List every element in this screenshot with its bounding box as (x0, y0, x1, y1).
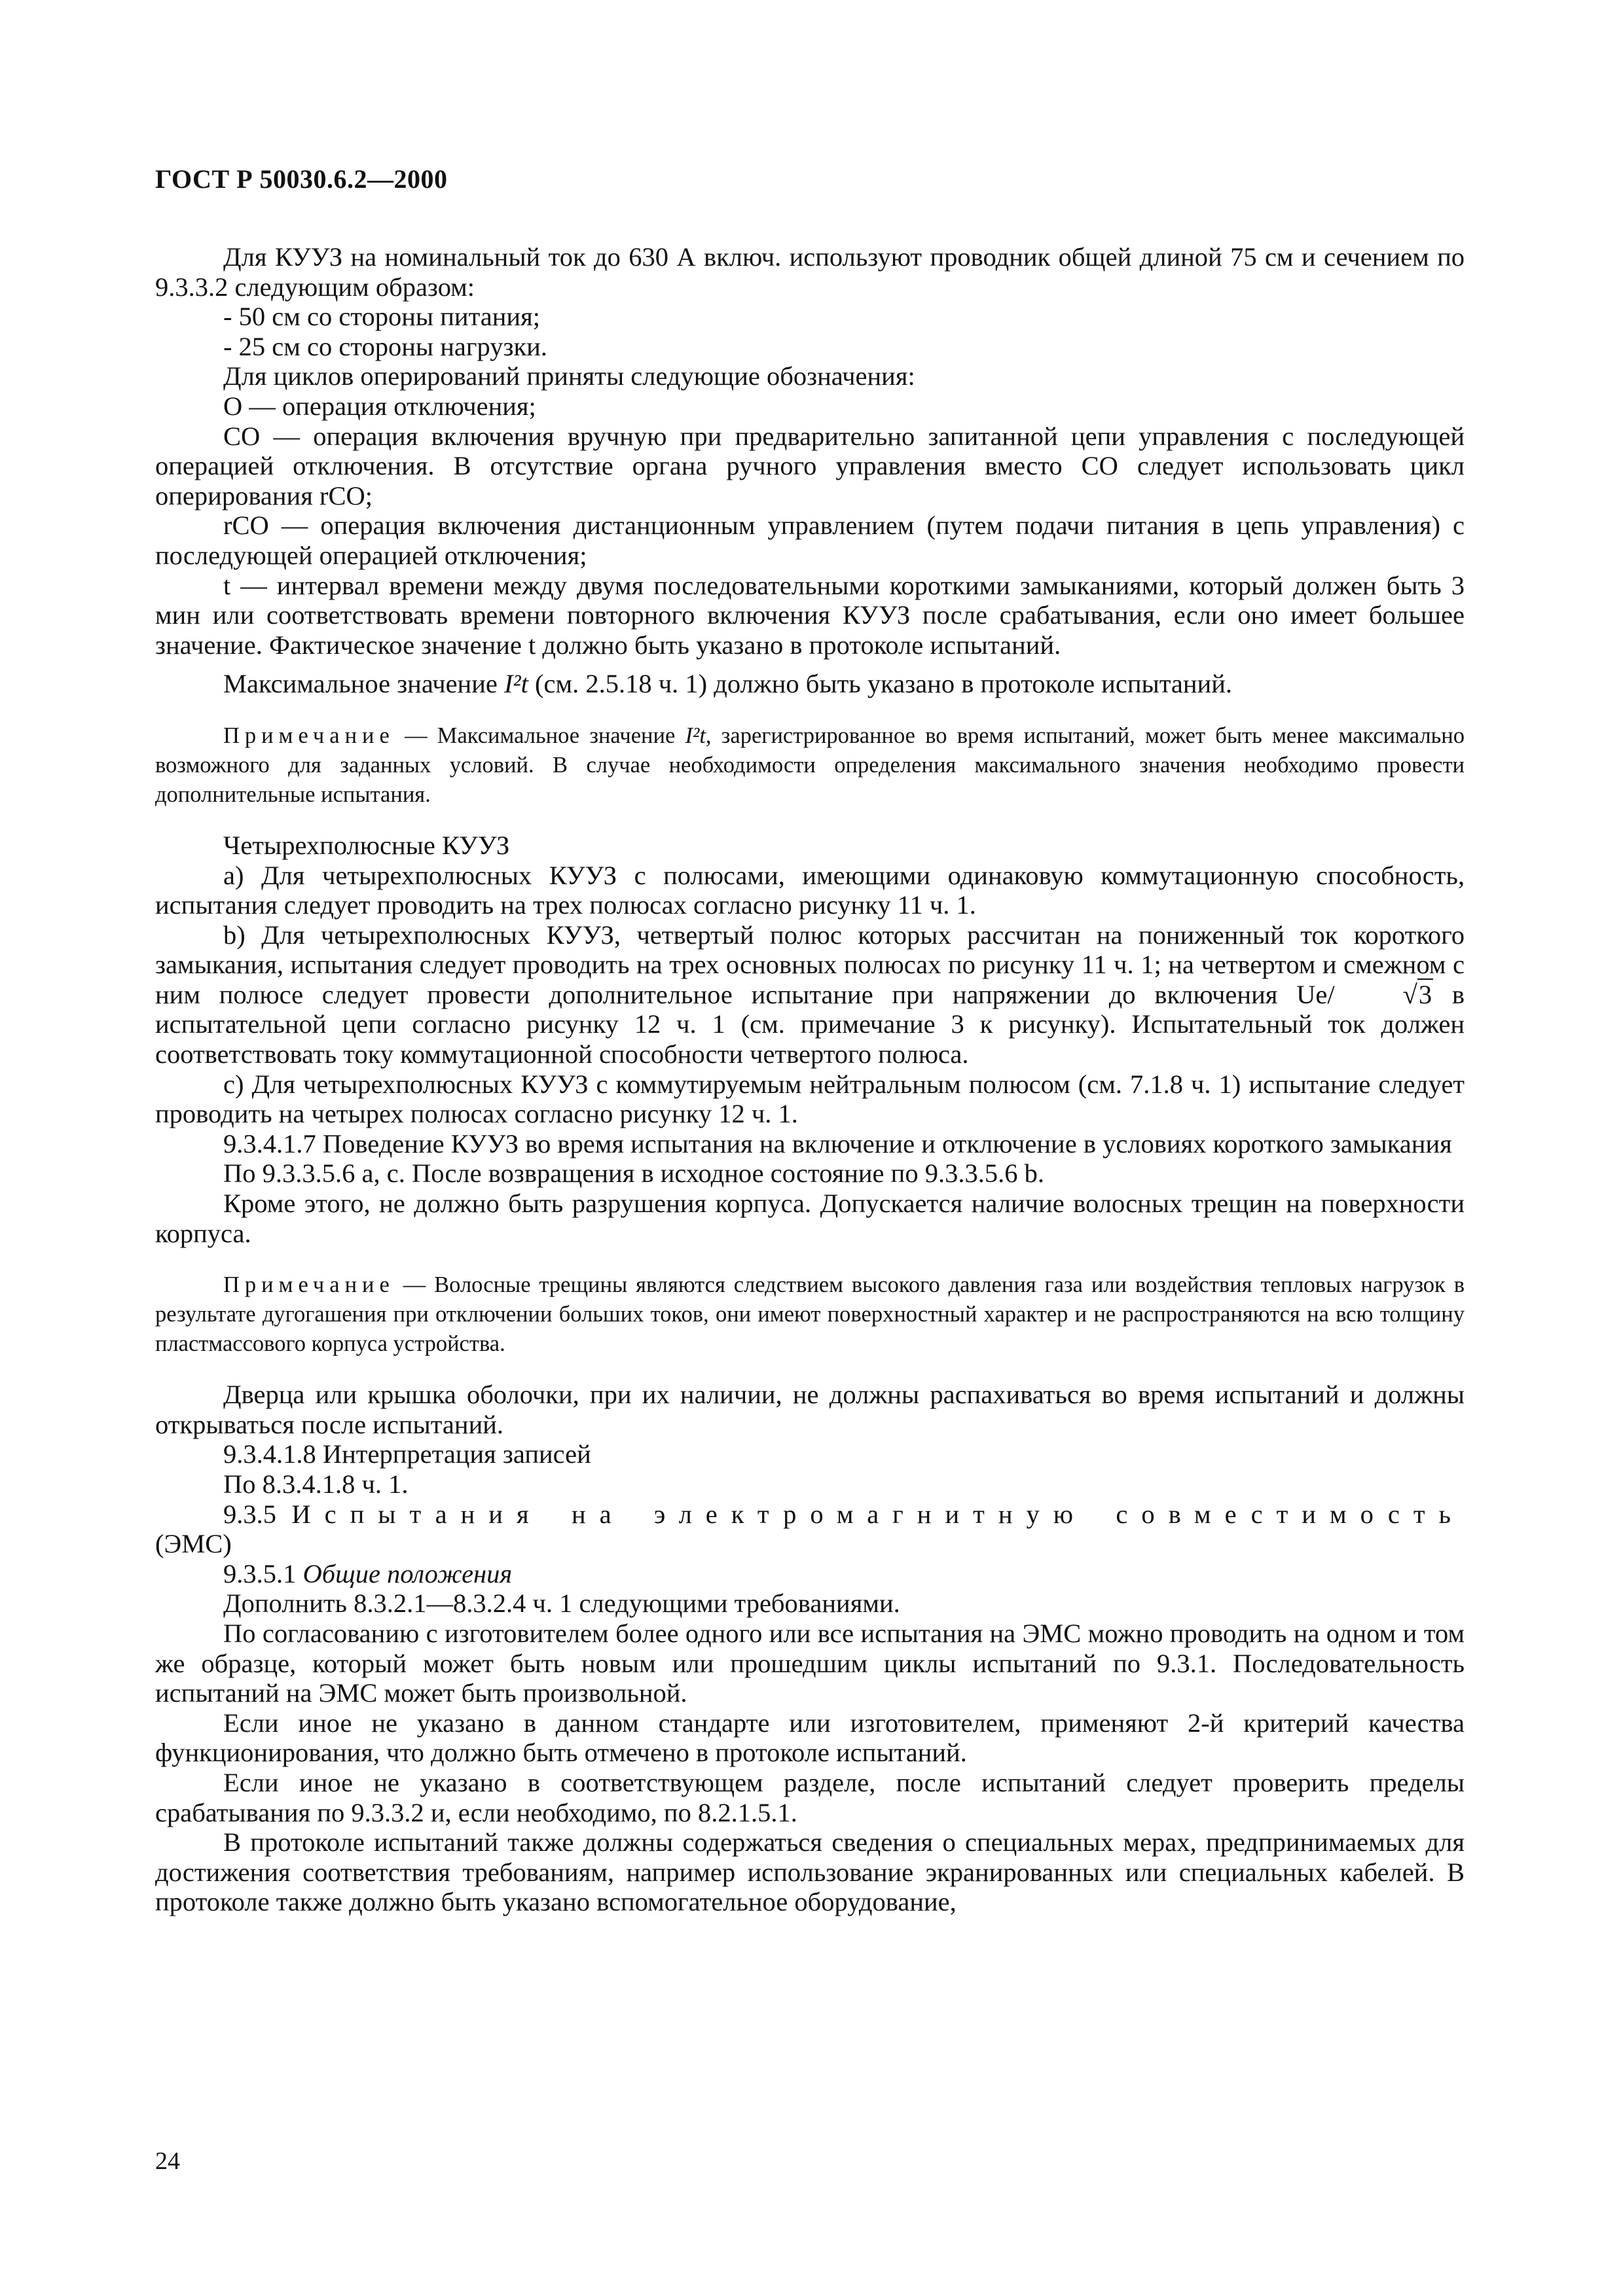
paragraph: Четырехполюсные КУУЗ (223, 830, 510, 860)
paragraph: rСО — операция включения дистанционным управлением (путем подачи питания в цепь управления) с последующей операцией отключения; (155, 511, 1465, 570)
section-heading (155, 1499, 1465, 1559)
section-title: Испытания на электромагнитную совместимость (291, 1499, 1465, 1529)
paragraph (155, 669, 1465, 699)
note (155, 1270, 1465, 1359)
section-number: 9.3.5.1 (223, 1558, 303, 1588)
text-run: — Волосные трещины являются следствием высокого давления газа или воздействия тепловых нагрузок в результате дугогашения при отключении больших токов, они имеют поверхностный характер и не распространяются на всю толщину пластмассового корпуса устройства. (155, 1272, 1465, 1357)
note-label: Примечание (223, 723, 395, 748)
paragraph: Если иное не указано в данном стандарте или изготовителем, применяют 2-й критерий качества функционирования, что должно быть отмечено в протоколе испытаний. (155, 1708, 1465, 1768)
voltage-symbol: Ue/ (1296, 979, 1335, 1009)
text-run: в испытательной цепи согласно рисунку 12 ч. 1 (см. примечание 3 к рисунку). Испытательный ток должен соответствовать току коммутационной способности четвертого полюса. (155, 979, 1465, 1069)
paragraph: 9.3.4.1.7 Поведение КУУЗ во время испытания на включение и отключение в условиях короткого замыкания (223, 1128, 1452, 1158)
paragraph: - 50 см со стороны питания; (223, 302, 540, 332)
paragraph: Кроме этого, не должно быть разрушения корпуса. Допускается наличие волосных трещин на поверхности корпуса. (155, 1189, 1465, 1248)
paragraph: - 25 см со стороны нагрузки. (223, 331, 547, 361)
paragraph: По 8.3.4.1.8 ч. 1. (223, 1469, 409, 1499)
text-run: (см. 2.5.18 ч. 1) должно быть указано в протоколе испытаний. (528, 669, 1233, 699)
text-run: Максимальное значение (223, 669, 505, 699)
paragraph: t — интервал времени между двумя последовательными короткими замыканиями, который должен быть 3 мин или соответствовать времени повторного включения КУУЗ после срабатывания, если оно имеет большее значение. Фактическое значение t должно быть указано в протоколе испытаний. (155, 570, 1465, 660)
paragraph: Для циклов оперирований приняты следующие обозначения: (223, 361, 915, 391)
text-run: , зарегистрированное во время испытаний, может быть менее максимально возможного для заданных условий. В случае необходимости определения максимального значения необходимо провести дополнительные испытания. (155, 723, 1465, 807)
note-label: Примечание (223, 1272, 395, 1298)
i2t-symbol: I²t (504, 669, 528, 699)
paragraph: а) Для четырехполюсных КУУЗ с полюсами, имеющими одинаковую коммутационную способность, испытания следует проводить на трех полюсах согласно рисунку 11 ч. 1. (155, 860, 1465, 920)
paragraph: По 9.3.3.5.6 а, с. После возвращения в исходное состояние по 9.3.3.5.6 b. (223, 1158, 1044, 1189)
standard-header: ГОСТ Р 50030.6.2—2000 (155, 164, 448, 194)
section-heading: 9.3.4.1.8 Интерпретация записей (223, 1439, 591, 1469)
body-text (155, 242, 1465, 1917)
paragraph: По согласованию с изготовителем более одного или все испытания на ЭМС можно проводить на одном и том же образце, который может быть новым или прошедшим циклы испытаний по 9.3.1. Последовательность испытаний на ЭМС может быть произвольной. (155, 1618, 1465, 1708)
section-abbr: (ЭМС) (155, 1529, 232, 1559)
paragraph: О — операция отключения; (223, 391, 536, 421)
page-number: 24 (155, 2147, 180, 2175)
note (155, 721, 1465, 810)
paragraph: Для КУУЗ на номинальный ток до 630 А включ. используют проводник общей длиной 75 см и сечением по 9.3.3.2 следующим образом: (155, 242, 1465, 302)
paragraph (155, 920, 1465, 1069)
paragraph: с) Для четырехполюсных КУУЗ с коммутируемым нейтральным полюсом (см. 7.1.8 ч. 1) испытание следует проводить на четырех полюсах согласно рисунку 12 ч. 1. (155, 1069, 1465, 1129)
section-title: Общие положения (302, 1558, 513, 1588)
paragraph: СО — операция включения вручную при предварительно запитанной цепи управления с последующей операцией отключения. В отсутствие органа ручного управления вместо СО следует использовать цикл оперирования rCO; (155, 421, 1465, 511)
text-run: — Максимальное значение (394, 723, 685, 748)
section-number: 9.3.5 (223, 1499, 292, 1529)
radicand: 3 (1418, 979, 1432, 1009)
paragraph: В протоколе испытаний также должны содержаться сведения о специальных мерах, предпринимаемых для достижения соответствия требованиям, например использование экранированных или специальных кабелей. В протоколе также должно быть указано вспомогательное оборудование, (155, 1827, 1465, 1917)
text-run: b) Для четырехполюсных КУУЗ, четвертый полюс которых рассчитан на пониженный ток короткого замыкания, испытания следует проводить на трех основных полюсах по рисунку 11 ч. 1; на четвертом и смежном с ним полюсе следует провести дополнительное испытание при напряжении до включения (155, 920, 1465, 1009)
paragraph: Дополнить 8.3.2.1—8.3.2.4 ч. 1 следующими требованиями. (223, 1588, 900, 1619)
paragraph: Дверца или крышка оболочки, при их наличии, не должны распахиваться во время испытаний и должны открываться после испытаний. (155, 1380, 1465, 1439)
square-root: √3 (1402, 979, 1432, 1009)
paragraph: Если иное не указано в соответствующем разделе, после испытаний следует проверить пределы срабатывания по 9.3.3.2 и, если необходимо, по 8.2.1.5.1. (155, 1767, 1465, 1827)
i2t-symbol: I²t (685, 723, 706, 748)
section-heading (155, 1559, 1465, 1589)
